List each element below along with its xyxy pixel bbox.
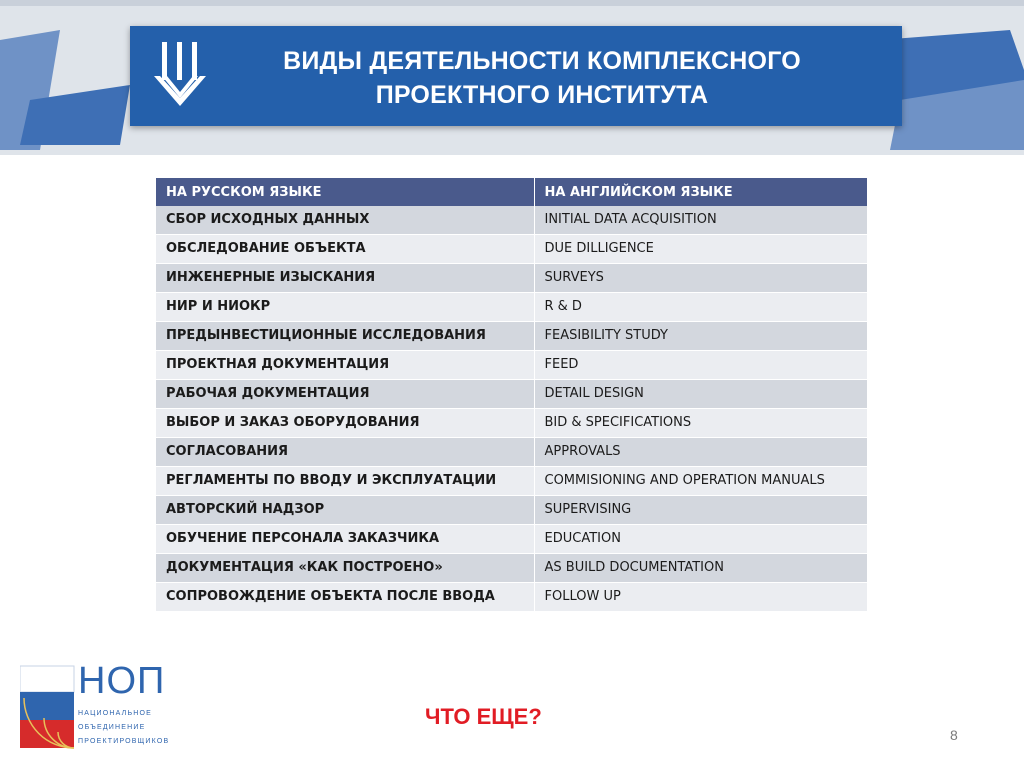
what-else-question: ЧТО ЕЩЕ? <box>425 704 542 729</box>
column-header-english: НА АНГЛИЙСКОМ ЯЗЫКЕ <box>534 178 867 206</box>
cell-english: DETAIL DESIGN <box>534 380 867 409</box>
cell-english: FOLLOW UP <box>534 583 867 612</box>
institute-logo-icon <box>150 40 210 110</box>
page-title-line-1: ВИДЫ ДЕЯТЕЛЬНОСТИ КОМПЛЕКСНОГО <box>283 47 801 75</box>
cell-russian: ПРЕДЫНВЕСТИЦИОННЫЕ ИССЛЕДОВАНИЯ <box>156 322 534 351</box>
table-row <box>156 322 867 351</box>
table-row <box>156 583 867 612</box>
table-row <box>156 206 867 235</box>
nop-logo-abbreviation: НОП <box>78 660 166 702</box>
column-header-russian: НА РУССКОМ ЯЗЫКЕ <box>156 178 534 206</box>
stripe-top <box>0 0 1024 6</box>
table-row <box>156 264 867 293</box>
cell-russian: РАБОЧАЯ ДОКУМЕНТАЦИЯ <box>156 380 534 409</box>
nop-logo-line-3: ПРОЕКТИРОВЩИКОВ <box>78 738 170 745</box>
page-number: 8 <box>950 727 958 743</box>
cell-russian: СОПРОВОЖДЕНИЕ ОБЪЕКТА ПОСЛЕ ВВОДА <box>156 583 534 612</box>
nop-logo-line-1: НАЦИОНАЛЬНОЕ <box>78 710 153 717</box>
cell-english: BID & SPECIFICATIONS <box>534 409 867 438</box>
table-header-row <box>156 178 867 206</box>
cell-russian: НИР И НИОКР <box>156 293 534 322</box>
cell-english: SUPERVISING <box>534 496 867 525</box>
nop-logo-line-2: ОБЪЕДИНЕНИЕ <box>78 724 146 731</box>
cell-russian: АВТОРСКИЙ НАДЗОР <box>156 496 534 525</box>
cell-english: FEED <box>534 351 867 380</box>
title-banner <box>130 26 902 126</box>
cell-russian: ПРОЕКТНАЯ ДОКУМЕНТАЦИЯ <box>156 351 534 380</box>
cell-russian: РЕГЛАМЕНТЫ ПО ВВОДУ И ЭКСПЛУАТАЦИИ <box>156 467 534 496</box>
cell-russian: ВЫБОР И ЗАКАЗ ОБОРУДОВАНИЯ <box>156 409 534 438</box>
table-row <box>156 525 867 554</box>
cell-english: EDUCATION <box>534 525 867 554</box>
cell-english: COMMISIONING AND OPERATION MANUALS <box>534 467 867 496</box>
cell-english: INITIAL DATA ACQUISITION <box>534 206 867 235</box>
table-row <box>156 293 867 322</box>
cell-russian: СБОР ИСХОДНЫХ ДАННЫХ <box>156 206 534 235</box>
table-row <box>156 467 867 496</box>
cell-russian: ДОКУМЕНТАЦИЯ «КАК ПОСТРОЕНО» <box>156 554 534 583</box>
cell-english: R & D <box>534 293 867 322</box>
cell-russian: ОБУЧЕНИЕ ПЕРСОНАЛА ЗАКАЗЧИКА <box>156 525 534 554</box>
table-row <box>156 351 867 380</box>
cell-russian: СОГЛАСОВАНИЯ <box>156 438 534 467</box>
table-row <box>156 554 867 583</box>
table-row <box>156 235 867 264</box>
page-title-line-2: ПРОЕКТНОГО ИНСТИТУТА <box>375 81 709 109</box>
table-row <box>156 409 867 438</box>
cell-english: DUE DILLIGENCE <box>534 235 867 264</box>
cell-russian: ИНЖЕНЕРНЫЕ ИЗЫСКАНИЯ <box>156 264 534 293</box>
activities-table <box>156 178 868 612</box>
cell-english: SURVEYS <box>534 264 867 293</box>
table-row <box>156 496 867 525</box>
cell-english: APPROVALS <box>534 438 867 467</box>
cell-russian: ОБСЛЕДОВАНИЕ ОБЪЕКТА <box>156 235 534 264</box>
table-row <box>156 380 867 409</box>
cell-english: AS BUILD DOCUMENTATION <box>534 554 867 583</box>
page-title <box>222 44 862 112</box>
table-row <box>156 438 867 467</box>
cell-english: FEASIBILITY STUDY <box>534 322 867 351</box>
